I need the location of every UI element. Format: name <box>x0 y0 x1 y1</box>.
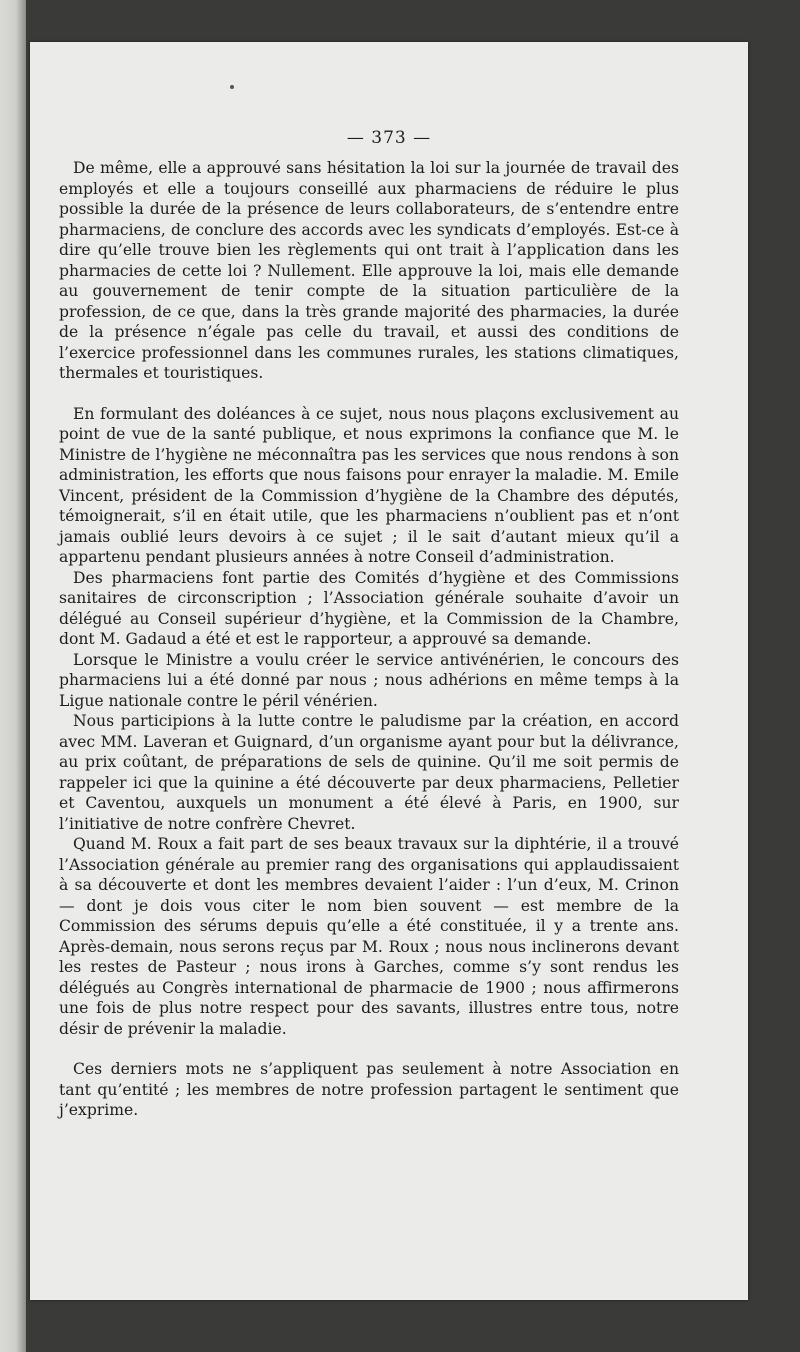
paragraph: De même, elle a approuvé sans hésitation la loi sur la journée de travail des employés et elle a toujours conseillé aux pharmaciens de réduire le plus possible la durée de la présence de leurs collaborateurs, de s’entendre entre pharmaciens, de conclure des accords avec les syndicats d’employés. Est-ce à dire qu’elle trouve bien les règlements qui ont trait à l’application dans les pharmacies de cette loi ? Nullement. Elle approuve la loi, mais elle demande au gouvernement de tenir compte de la situation particulière de la profession, de ce que, dans la très grande majorité des pharmacies, la durée de la présence n’égale pas celle du travail, et aussi des conditions de l’exercice professionnel dans les communes rurales, les stations climatiques, thermales et touristiques. <box>59 159 679 382</box>
paragraph: Nous participions à la lutte contre le paludisme par la création, en accord avec MM. Laveran et Guignard, d’un organisme ayant pour but la délivrance, au prix coûtant, de préparations de sels de quinine. Qu’il me soit permis de rappeler ici que la quinine a été découverte par deux pharmaciens, Pelletier et Caventou, auxquels un monument a été élevé à Paris, en 1900, sur l’initiative de notre confrère Chevret. <box>59 712 679 833</box>
paragraph: Quand M. Roux a fait part de ses beaux travaux sur la diphtérie, il a trouvé l’Association générale au premier rang des organisations qui applaudissaient à sa découverte et dont les membres devaient l’aider : l’un d’eux, M. Crinon — dont je dois vous citer le nom bien souvent — est membre de la Commission des sérums depuis qu’elle a été constituée, il y a trente ans. Après-demain, nous serons reçus par M. Roux ; nous nous inclinerons devant les restes de Pasteur ; nous irons à Garches, comme s’y sont rendus les délégués au Congrès international de pharmacie de 1900 ; nous affirmerons une fois de plus notre respect pour des savants, illustres entre tous, notre désir de prévenir la maladie. <box>59 835 679 1038</box>
adjacent-page-edge <box>0 0 26 1352</box>
ink-speck <box>230 85 234 89</box>
paragraph: Ces derniers mots ne s’appliquent pas seulement à notre Association en tant qu’entité ; les membres de notre profession partagent le sentiment que j’exprime. <box>59 1060 679 1119</box>
page-number: — 373 — <box>346 128 432 148</box>
page-body <box>59 158 679 1121</box>
paragraph: Lorsque le Ministre a voulu créer le service antivénérien, le concours des pharmaciens lui a été donné par nous ; nous adhérions en même temps à la Ligue nationale contre le péril vénérien. <box>59 650 679 710</box>
document-page <box>30 42 748 1300</box>
paragraph: En formulant des doléances à ce sujet, nous nous plaçons exclusivement au point de vue de la santé publique, et nous exprimons la confiance que M. le Ministre de l’hygiène ne méconnaîtra pas les services que nous rendons à son administration, les efforts que nous faisons pour enrayer la maladie. M. Emile Vincent, président de la Commission d’hygiène de la Chambre des députés, témoignerait, s’il en était utile, que les pharmaciens n’oublient pas et n’ont jamais oublié leurs devoirs à ce sujet ; il le sait d’autant mieux qu’il a appartenu pendant plusieurs années à notre Conseil d’administration. <box>59 404 679 566</box>
paragraph: Des pharmaciens font partie des Comités d’hygiène et des Commissions sanitaires de circonscription ; l’Association générale souhaite d’avoir un délégué au Conseil supérieur d’hygiène, et la Commission de la Chambre, dont M. Gadaud a été et est le rapporteur, a approuvé sa demande. <box>59 568 679 648</box>
